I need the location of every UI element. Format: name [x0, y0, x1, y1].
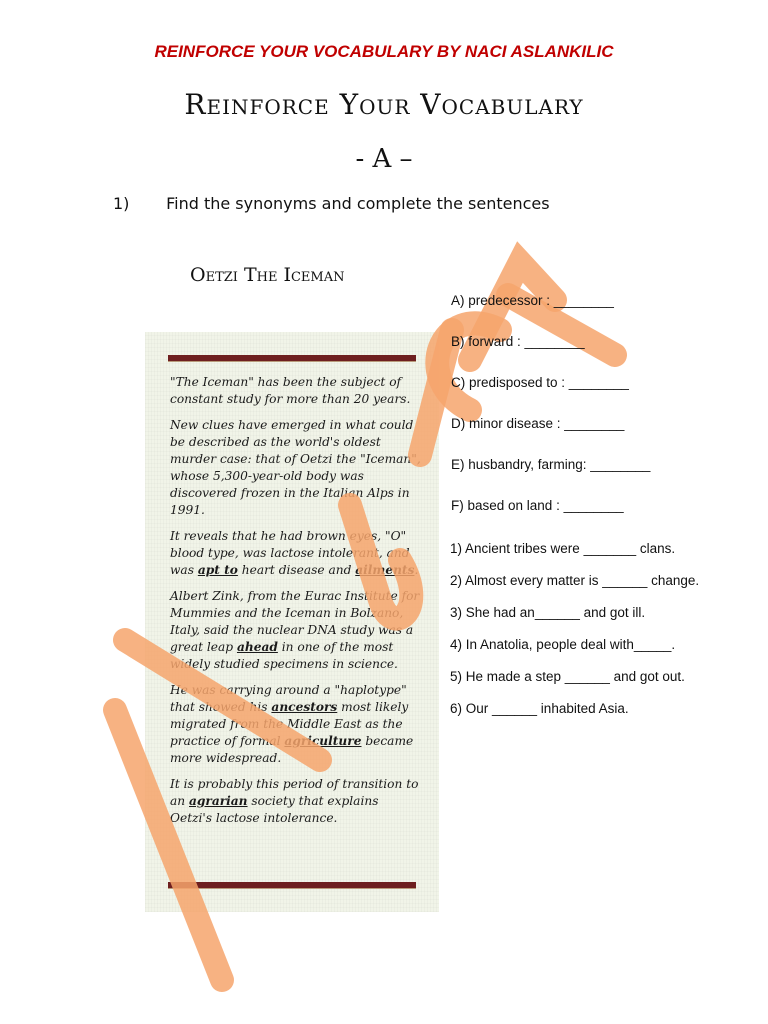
- synonym-item: C) predisposed to : ________: [451, 375, 629, 390]
- divider-bottom: [168, 882, 416, 889]
- paragraph: It is probably this period of transition to an agrarian society that explains Oetzi's lactose intolerance.: [170, 777, 419, 825]
- divider-top: [168, 355, 416, 362]
- keyword-agrarian: agrarian: [189, 794, 248, 808]
- synonym-item: E) husbandry, farming: ________: [451, 457, 651, 472]
- synonym-item: D) minor disease : ________: [451, 416, 625, 431]
- keyword-agriculture: agriculture: [284, 734, 362, 748]
- keyword-apt-to: apt to: [197, 563, 238, 577]
- instruction-number: 1): [113, 194, 130, 213]
- sentence-item: 4) In Anatolia, people deal with_____.: [450, 637, 676, 652]
- paragraph: "The Iceman" has been the subject of constant study for more than 20 years.: [170, 375, 411, 406]
- paragraph: New clues have emerged in what could be described as the world's oldest murder case: that of Oetzi the "Iceman", whose 5,300-year-old body was discovered frozen in the Italian Alps in 1991.: [170, 418, 421, 517]
- sentence-item: 5) He made a step ______ and got out.: [450, 669, 685, 684]
- instruction: [113, 194, 550, 213]
- sentence-list: [450, 538, 710, 730]
- credit-line: REINFORCE YOUR VOCABULARY BY NACI ASLANKILIC: [154, 42, 614, 61]
- synonym-item: A) predecessor : ________: [451, 293, 614, 308]
- sentence-item: 6) Our ______ inhabited Asia.: [450, 701, 629, 716]
- keyword-ancestors: ancestors: [271, 700, 338, 714]
- paragraph: It reveals that he had brown eyes, "O" blood type, was lactose intolerant, and was apt to heart disease and ailments.: [170, 529, 419, 577]
- sentence-item: 1) Ancient tribes were _______ clans.: [450, 541, 676, 556]
- section-label: - A –: [355, 144, 413, 174]
- instruction-text: Find the synonyms and complete the sentences: [166, 194, 550, 213]
- synonym-item: F) based on land : ________: [451, 498, 624, 513]
- keyword-ahead: ahead: [236, 640, 278, 654]
- article-panel: [145, 332, 439, 912]
- article-body: [170, 374, 422, 836]
- paragraph: Albert Zink, from the Eurac Institute for Mummies and the Iceman in Bolzano, Italy, said the nuclear DNA study was a great leap ahead in one of the most widely studied specimens in science.: [170, 589, 420, 671]
- paragraph: He was carrying around a "haplotype" that showed his ancestors most likely migrated from the Middle East as the practice of formal agriculture became more widespread.: [170, 683, 414, 765]
- synonym-item: B) forward : ________: [451, 334, 585, 349]
- keyword-ailments: ailments: [355, 563, 415, 577]
- sentence-item: 2) Almost every matter is ______ change.: [450, 573, 700, 588]
- story-title: Oetzi The Iceman: [190, 264, 345, 286]
- sentence-item: 3) She had an______ and got ill.: [450, 605, 646, 620]
- page-title: Reinforce Your Vocabulary: [184, 88, 584, 121]
